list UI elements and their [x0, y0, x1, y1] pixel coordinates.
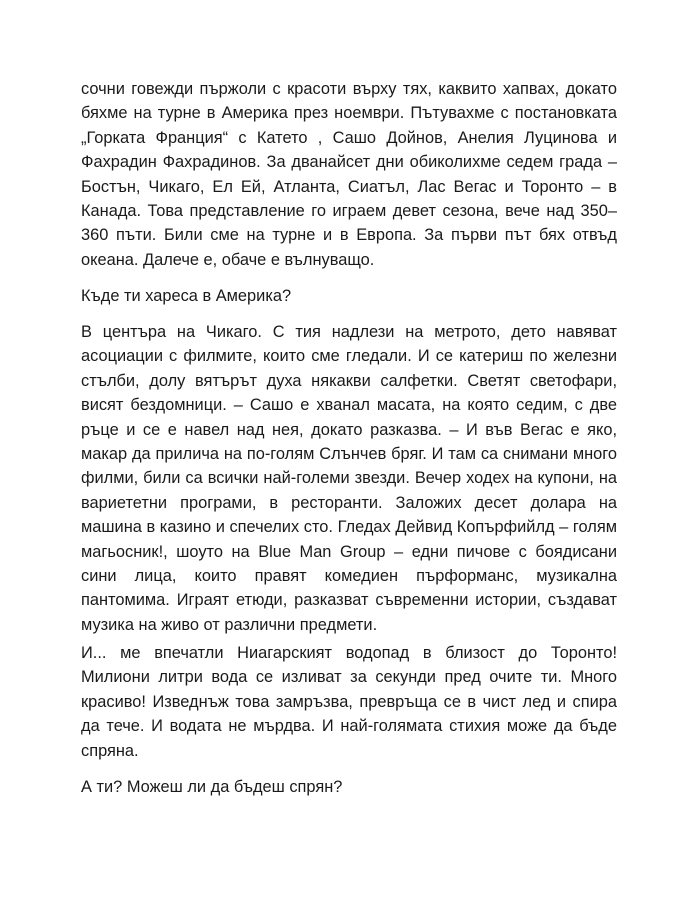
paragraph-chicago-vegas: [81, 320, 617, 637]
paragraph-final-question: [81, 775, 617, 799]
paragraph-text: И... ме впечатли Ниагарският водопад в близост до Торонто! Милиони литри вода се изливат за секунди пред очите ти. Много красиво! Изведнъж това замръзва, превръща се в чист лед и спира да тече. И водата не мърдва. И най-голямата стихия може да бъде спряна.: [81, 644, 617, 760]
paragraph-text: Къде ти хареса в Америка?: [81, 287, 292, 305]
paragraph-text: В центъра на Чикаго. С тия надлези на метрото, дето навяват асоциации с филмите, които сме гледали. И се катериш по железни стълби, долу вятърът духа някакви салфетки. Светят светофари, висят бездомници. – Сашо е хванал масата, на която седим, с две ръце и се е навел над нея, докато разказва. – И във Вегас е яко, макар да прилича на по-голям Слънчев бряг. И там са снимани много филми, били са всички най-големи звезди. Вечер ходех на купони, на вариететни програми, в ресторанти. Заложих десет долара на машина в казино и спечелих сто. Гледах Дейвид Копърфийлд – голям магьосник!, шоуто на Blue Man Group – едни пичове с боядисани сини лица, които правят комедиен пърформанс, музикална пантомима. Играят етюди, разказват съвременни истории, създават музика на живо от различни предмети.: [81, 323, 617, 634]
paragraph-tour-story: [81, 77, 617, 272]
paragraph-text: А ти? Можеш ли да бъдеш спрян?: [81, 778, 343, 796]
paragraph-niagara: [81, 641, 617, 763]
paragraph-question-america: [81, 284, 617, 308]
paragraph-text: сочни говежди пържоли с красоти върху тях, каквито хапвах, докато бяхме на турне в Америка през ноември. Пътувахме с постановката „Горката Франция“ с Катето , Сашо Дойнов, Анелия Луцинова и Фахрадин Фахрадинов. За дванайсет дни обиколихме седем града – Бостън, Чикаго, Ел Ей, Атланта, Сиатъл, Лас Вегас и Торонто – в Канада. Това представление го играем девет сезона, вече над 350–360 пъти. Били сме на турне и в Европа. За първи път бях отвъд океана. Далече е, обаче е вълнуващо.: [81, 80, 617, 269]
